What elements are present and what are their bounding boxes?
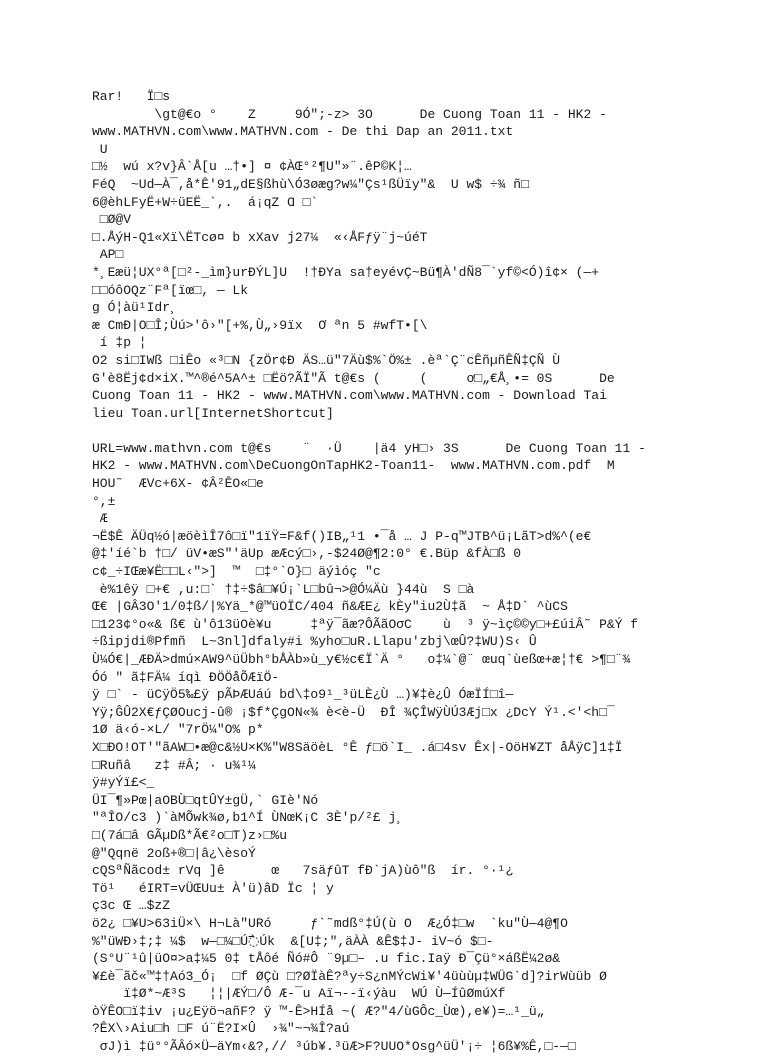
text-line: Æ xyxy=(92,511,108,527)
text-line: Tö¹ éIRT=vÜŒUu± À'ü)âD Ïc ¦ y xyxy=(92,880,334,896)
text-line: □(7á□â GÃµDß*Ã€²o□T)z›□%u xyxy=(92,827,288,843)
text-line: ¬Ë$Ê ÄÜq½ó|æöèìÎ7ô□ï″1ïŸ=F&f()IB„¹1 •¯å … J P-q™JTB^ü¡LãT>d%^(e€ xyxy=(92,528,592,544)
text-line: í ‡p ¦ xyxy=(92,335,147,351)
text-line: 1Ø ä‹ó-×L/ "7rÖ¼"O% p* xyxy=(92,722,264,738)
text-line: °,± xyxy=(92,493,116,509)
text-line: □Ruñâ z‡ #Â; · u¾¹¼ xyxy=(92,757,256,773)
text-line: ÷ßipjdi®Pfmñ L~3nl]dfaly#i %yho□uR.Llapu'zbj\œÛ?‡WU)S‹ Û xyxy=(92,634,537,650)
text-line: σJ)ì ‡ü°°ÃÂó×Ü—äYm‹&?,// ³úb¥.³üÆ>F?UUO*Osg^üÜ'¡÷ ¦6ß¥%Ê,□-—□ xyxy=(92,1039,576,1055)
text-line: è%1êÿ □+€ ,u:□` †‡÷$â□¥Ú¡`L□bû¬>@Ó¼Äù }44ù S □à xyxy=(92,581,475,597)
text-line: @"Qqnë 2oß+®□|â¿\èsoÝ xyxy=(92,845,256,861)
text-line: HOU˜ ÆVc+6X- ¢Â²ÊO«□e xyxy=(92,476,264,492)
text-line: ÿ □` - üCÿÖ5‰£ÿ pÃÞÆUáú bd\‡o9¹_³üLÈ¿Ù …)¥‡è¿Û ÓæÏÍ□î— xyxy=(92,687,514,703)
text-line: URL=www.mathvn.com t@€s ¨ ·Ü |ä4 yH□› 3S De Cuong Toan 11 - xyxy=(92,440,646,456)
text-line: ¥£è¯ãč«™‡†Aó3_Ó¡ □f ØÇù □?ØÏàÊ?ªy÷S¿nMÝcWi¥'4üùùµ‡WÜG`d]?irWùüb Ø xyxy=(92,968,607,984)
text-line: lieu Toan.url[InternetShortcut] xyxy=(92,405,334,421)
binary-text-body xyxy=(92,88,732,1055)
text-line: Cuong Toan 11 - HK2 - www.MATHVN.com\www.MATHVN.com - Download Tai xyxy=(92,388,607,404)
text-line xyxy=(92,422,732,440)
text-line: ÿ#yÝï£<_ xyxy=(92,775,155,791)
text-line: Œ€ |GÂ3O'1/0‡ß/|%Yä_*@™üOÏC/404 ñ&ÆE¿ kÈy"iu2Ù‡ã ~ Å‡D` ^ùCS xyxy=(92,599,568,615)
text-line: U xyxy=(92,141,108,157)
text-line: AP□ xyxy=(92,247,124,263)
text-line: ç3c Œ …$zZ xyxy=(92,898,171,914)
text-line: g Ó¦àü¹Idr¸ xyxy=(92,300,178,316)
text-line: òŸÊO□ï‡iv ¡u¿Eÿö¬añF? ÿ ™-Ê>HÍå ~( Æ?"4/ùGÔc_Ùœ),e¥)=…¹_ü„ xyxy=(92,1003,545,1019)
text-line: ï‡Ø*~Æ³S ¦¦|ÆÝ□/Ô Æ-¯u Aï¬--ï‹ýàu WÚ Ù—ÍûØmúXf xyxy=(92,986,506,1002)
text-line: www.MATHVN.com\www.MATHVN.com - De thi Dap an 2011.txt xyxy=(92,124,514,140)
text-line: FéQ ~Ud—À¯,å*Ê'91„dE§ßhù\Ó3øæg?w¼"Çs¹ßÜïy"& U w$ ÷¾ ñ□ xyxy=(92,176,529,192)
text-line: □123¢°o«& ß€ ù'ô13üOè¥u ‡ªÿ¯ãæ?ÔÃãOσC ù ³ ÿ~ìç©©y□+£úiÂ˜ P&Ý f xyxy=(92,616,639,632)
text-line: "ªÎO/c3 )`àMÕwk¾ø,b1^Í ÙNœK¡C 3È'p/²£ j¸ xyxy=(92,810,405,826)
text-line: 6@èhLFyË+W÷üEË_`,. á¡qZ Ɑ □` xyxy=(92,194,319,210)
text-line: (S°U¨¹û|üO¤>a‡¼5 0‡ tÅôé Ñó#Ô ¨9µ□– .u fic.Iaÿ Ð¯Çü°×áßË¼2ø& xyxy=(92,951,561,967)
text-line: ÜI¯¶»Pœ|aOBÙ□qtÛY±gÜ,` GIè'Nó xyxy=(92,792,319,808)
text-line: ö2¿ □¥U>63iÜ×\ H¬Là"URó ƒ`˜mdß°‡Ú(ù O Æ¿Ó‡□w `ku"Ù—4@¶O xyxy=(92,915,568,931)
text-line: O2 si□IWß □iÊo «³□N {zÖr¢Ð ÄS…ü″7Äù$%`Ö%± .èª`Ç¨cÊñµñÊÑ‡ÇÑ Ù xyxy=(92,352,561,368)
text-line: Yÿ;ĜÛ2X€ƒÇØOucj-û® ¡$f*ÇgON«¾ è<è-Ü ÐÎ ¾ÇÎWÿÙÚ3Æj□x ¿DcY Ý¹.<'<h□¯ xyxy=(92,704,615,720)
text-line: G'è8Ëj¢d×iX.™^®é^5A^± □Ëö?ÃÏ″Ã t@€s ( ( ơ□„€Å¸•= 0S De xyxy=(92,370,615,386)
text-line: X□ÐO!OT'″ãAW□•æ@c&½U×K%"W8SäöèL °Ê ƒ□ö`I_ .á□4sv Êx|-OöH¥ZT åÅÿC]1‡Ï xyxy=(92,739,623,755)
text-line: \gt@€o ° Z 9Ó″;-z> 3O De Cuong Toan 11 - HK2 - xyxy=(92,106,607,122)
text-line: □Ø@V xyxy=(92,212,132,228)
text-line: □.ÅýH-Q1«Xï\ËTcø¤ b xXav j27¼ «‹ÅFƒÿ¨j~úéT xyxy=(92,229,428,245)
text-line: %"üWÐ›‡;‡ ¼$ w—□¼□Ú߯Úk &[U‡;",äÀÀ &Ê$‡J- iV~ó $□- xyxy=(92,933,494,949)
text-line: c¢_÷IŒæ¥Ë□□L‹">] ™ □‡°`O}□ äýìóç "c xyxy=(92,564,381,580)
text-line: Rar! Ï□s xyxy=(92,89,171,104)
text-line: □½ wú x?v}Â`Å[u …†•] ¤ ¢ÀŒ°²¶U″»¨.êP©K¦… xyxy=(92,159,412,175)
text-line: HK2 - www.MATHVN.com\DeCuongOnTapHK2-Toan11- www.MATHVN.com.pdf M xyxy=(92,458,615,474)
text-line: Ù¼Ó€|_ÆÐÄ>dmú×AW9^üÜbh°bÅÀb»ù_y€½c€Ï`Ä ° o‡¼`@¨ œuq`ùeßœ+æ¦†€ >¶□¨¾ xyxy=(92,652,631,667)
text-line: @‡'íé`b †□/ üV•æS"'äUp æÆcý□›,-$24Ø@¶2:0° €.Büp &fÀ□ß 0 xyxy=(92,546,522,562)
text-line: æ CmÐ|O□Î;Ùú>'ô›″[+%,Ù„›9ïx Ơ ªn 5 #wfT•[\ xyxy=(92,317,428,333)
text-line: cQSªÑãcod± rVq ]ê œ 7säƒûT fÐ`jA)ùô"ß ír. °·¹¿ xyxy=(92,863,514,879)
text-line: ?ÊX\›Aiu□h □F ú¨Ë?I×Û ›¾"~¬¾Î?aú xyxy=(92,1021,350,1037)
text-line: Óó " ã‡FÄ¼ íqì ÐÖÖåÕÆïÖ- xyxy=(92,669,280,685)
text-line: □□óôOQz¨Fª[ïœ□, — Lk xyxy=(92,282,249,298)
text-line: *¸Eæü¦UX°ª[□²-_ìm}urÐÝL]U !†ÐYa sa†eyévÇ~Bü¶À'dÑ8¯`yf©<Ó)î¢× (—+ xyxy=(92,264,600,280)
